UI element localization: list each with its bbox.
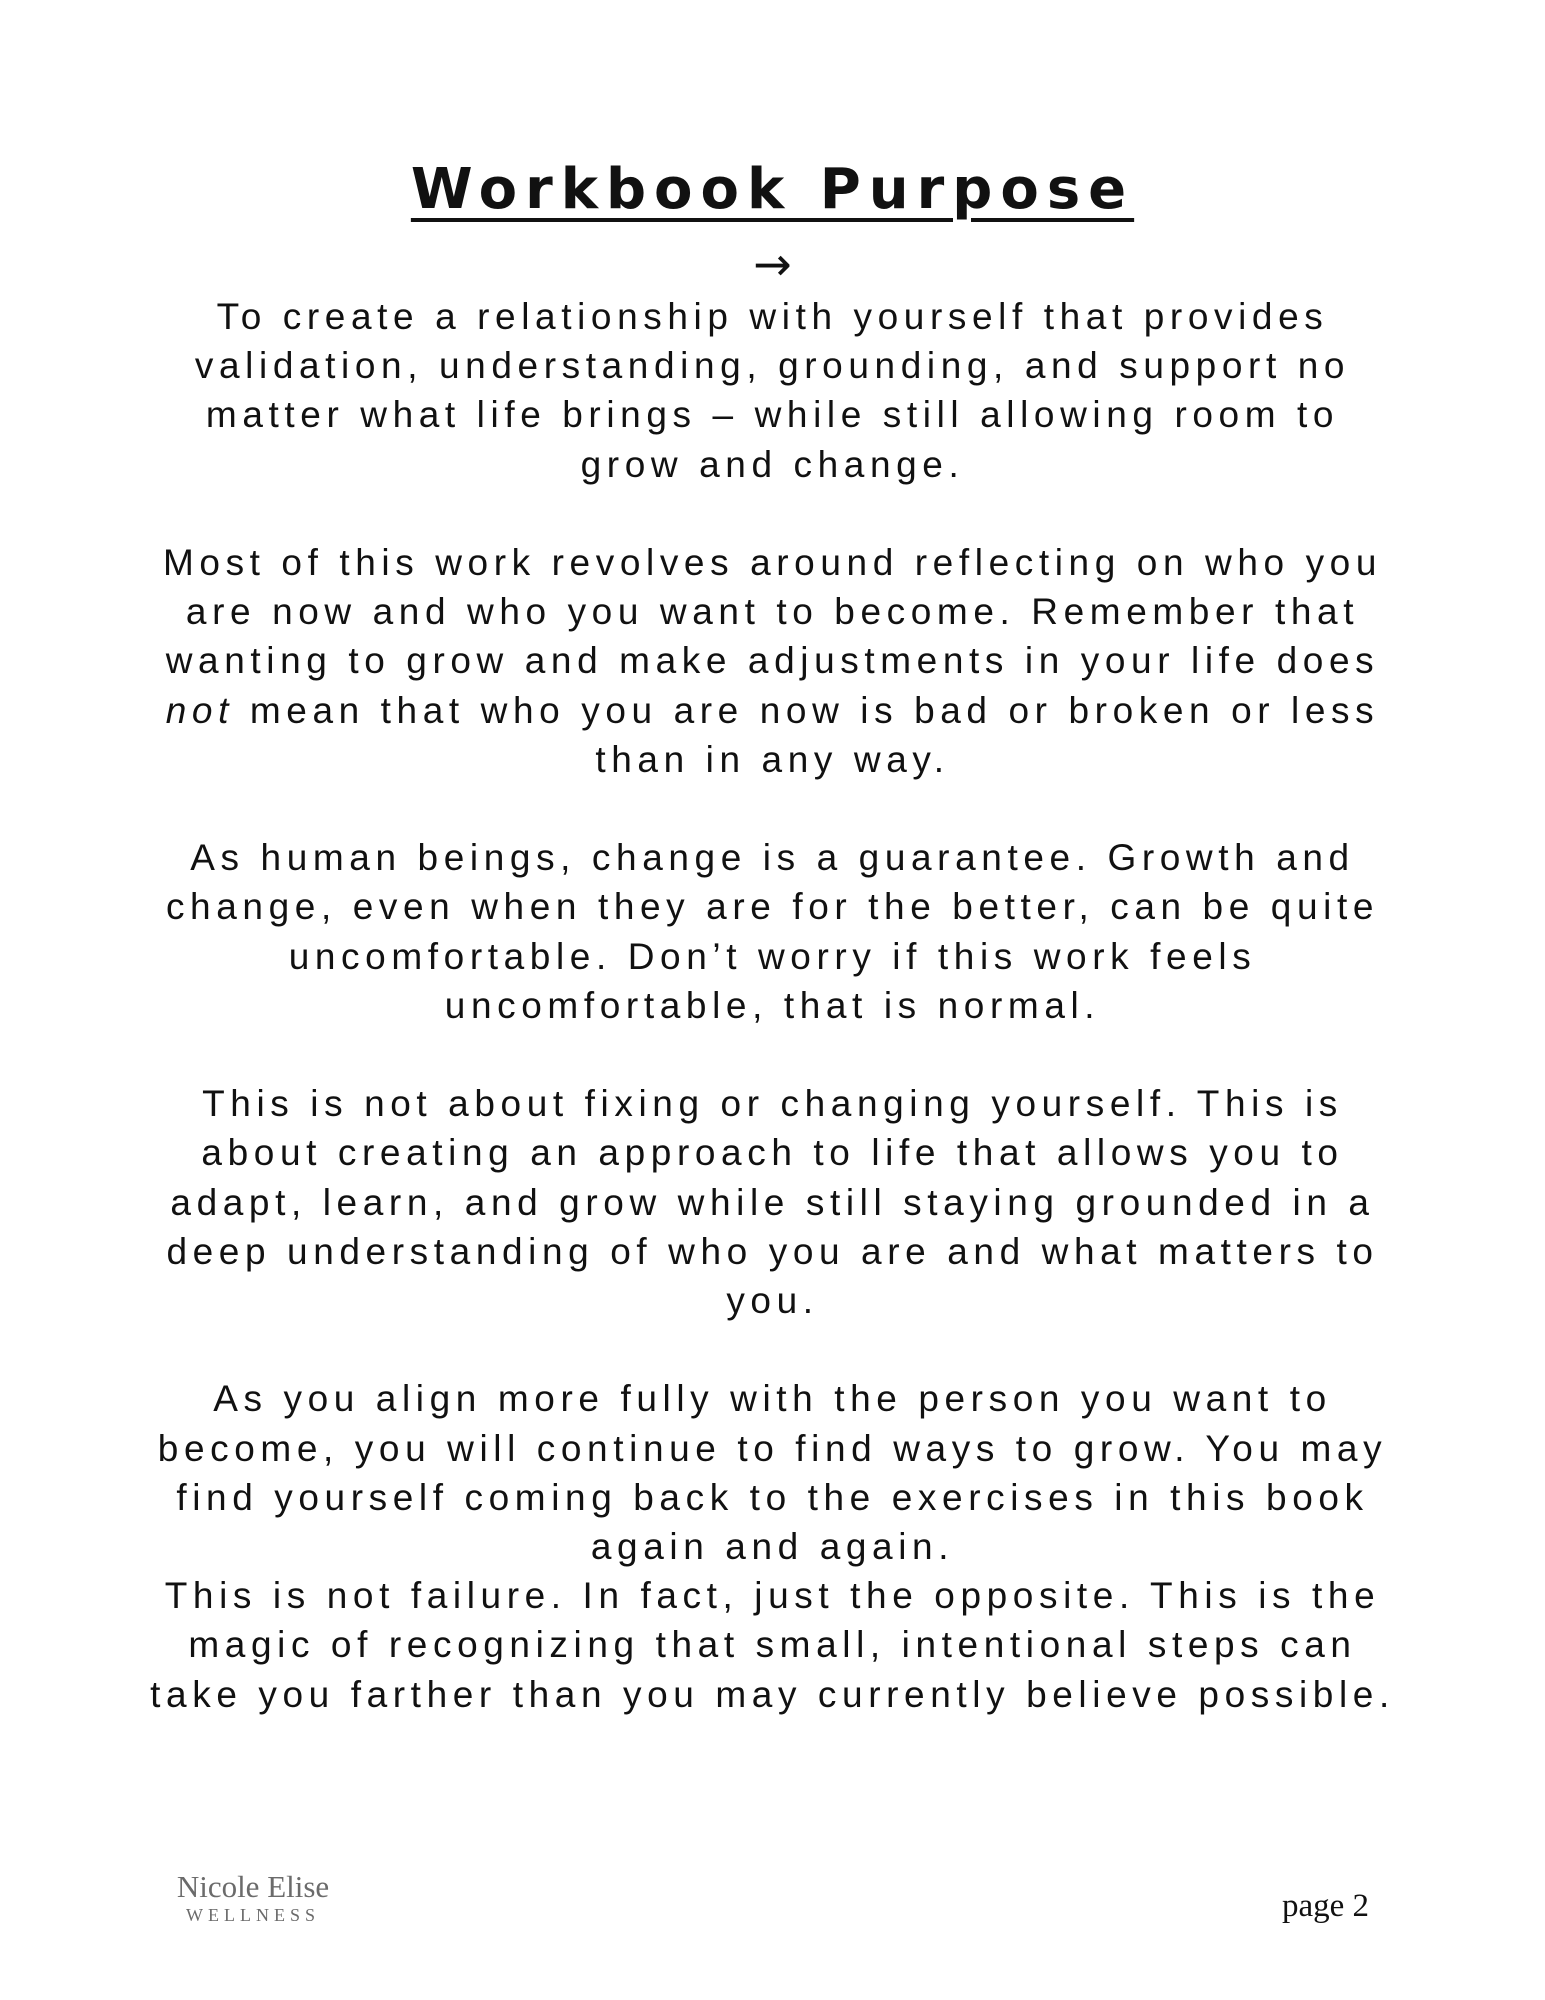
page-title: [0, 155, 1545, 225]
brand-logo: [168, 1870, 338, 1926]
page-number: page 2: [1281, 1888, 1369, 1924]
logo-name: Nicole Elise: [176, 1869, 330, 1904]
paragraph-5: As you align more fully with the person you want to become, you will continue to find ways to grow. You may find yourself coming back to the exercises in this book again and again.: [157, 1378, 1388, 1568]
arrow-right-icon: →: [753, 237, 792, 291]
logo-subtitle: WELLNESS: [186, 1905, 320, 1925]
body-text: [150, 292, 1395, 1719]
paragraph-3: As human beings, change is a guarantee. Growth and change, even when they are for the better, can be quite uncomfortable. Don’t worry if this work feels uncomfortable, that is normal.: [165, 837, 1380, 1026]
paragraph-2: [150, 538, 1395, 784]
paragraph-2-emphasis: not: [165, 689, 234, 731]
paragraph-4: This is not about fixing or changing yourself. This is about creating an approach to life that allows you to adapt, learn, and grow while still staying grounded in a deep understanding of who you are and what matters to you.: [166, 1083, 1379, 1322]
paragraph-6: This is not failure. In fact, just the opposite. This is the magic of recognizing that small, intentional steps can take you farther than you may currently believe possible.: [150, 1575, 1395, 1715]
paragraph-1: To create a relationship with yourself that provides validation, understanding, grounding, and support no matter what life brings – while still allowing room to grow and change.: [194, 296, 1351, 485]
paragraph-2-part-2: mean that who you are now is bad or broken or less than in any way.: [233, 689, 1380, 780]
paragraph-2-part-1: Most of this work revolves around reflecting on who you are now and who you want to become. Remember that wanting to grow and make adjustments in your life does: [162, 542, 1383, 682]
page-title-text: Workbook Purpose: [410, 157, 1135, 222]
